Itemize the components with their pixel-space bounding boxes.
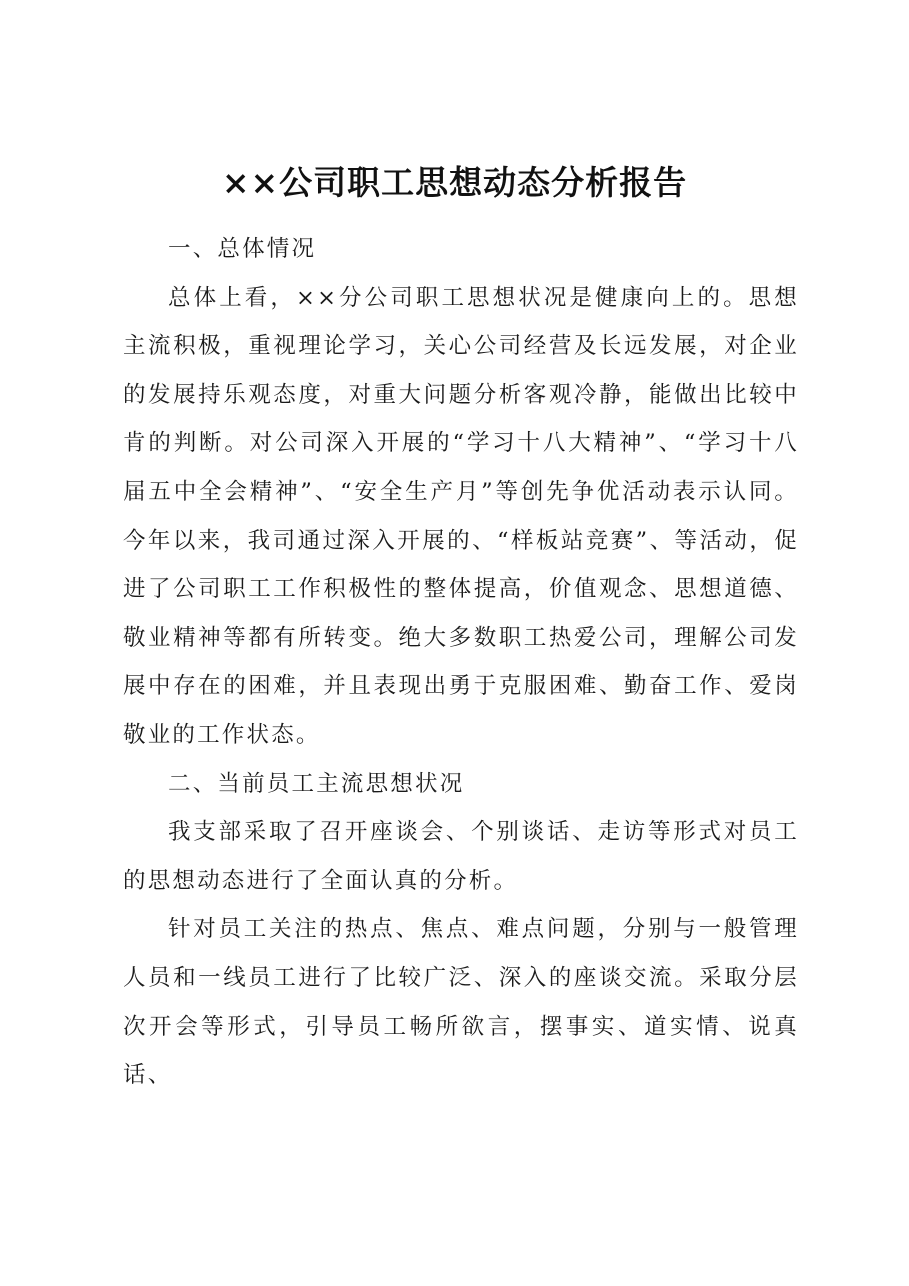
section-heading-mainstream: 二、当前员工主流思想状况	[168, 770, 465, 797]
paragraph-overall: 总体上看，××分公司职工思想状况是健康向上的。思想主流积极，重视理论学习，关心公司经营及长远发展，对企业的发展持乐观态度，对重大问题分析客观冷静，能做出比较中肯的判断。对公司深入开展的“学习十八大精神”、“学习十八届五中全会精神”、“安全生产月”等创先争优活动表示认同。今年以来，我司通过深入开展的、“样板站竞赛”、等活动，促进了公司职工工作积极性的整体提高，价值观念、思想道德、敬业精神等都有所转变。绝大多数职工热爱公司，理解公司发展中存在的困难，并且表现出勇于克服困难、勤奋工作、爱岗敬业的工作状态。	[123, 284, 799, 748]
paragraph-discussion: 针对员工关注的热点、焦点、难点问题，分别与一般管理人员和一线员工进行了比较广泛、深入的座谈交流。采取分层次开会等形式，引导员工畅所欲言，摆事实、道实情、说真话、	[123, 916, 799, 1089]
paragraph-methods: 我支部采取了召开座谈会、个别谈话、走访等形式对员工的思想动态进行了全面认真的分析。	[123, 819, 799, 894]
section-heading-overall: 一、总体情况	[168, 236, 317, 262]
document-title: ××公司职工思想动态分析报告	[221, 163, 688, 202]
document-body	[123, 225, 799, 1100]
